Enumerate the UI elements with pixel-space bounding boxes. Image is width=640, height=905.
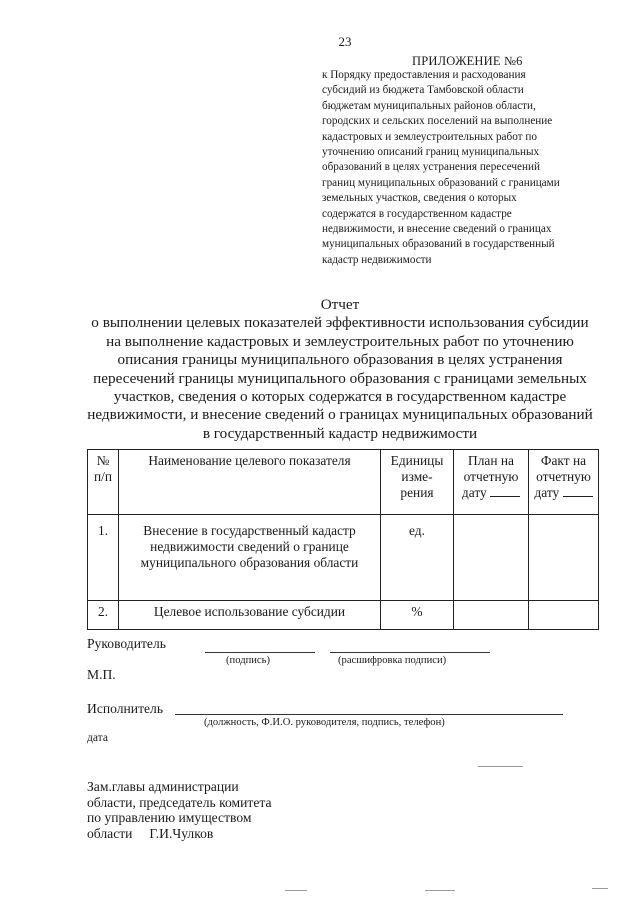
report-subtitle-line: пересечений границы муниципального образования с границами земельных (93, 369, 587, 387)
cell-num: 2. (88, 601, 119, 630)
footer-line: области, председатель комитета (87, 794, 272, 810)
scan-mark (425, 890, 455, 891)
annex-line: уточнению описаний границ муниципальных (322, 146, 540, 159)
footer-line: области Г.И.Чулков (87, 825, 214, 841)
report-subtitle-line: описания границы муниципального образования в целях устранения (117, 351, 563, 369)
table-row (88, 515, 599, 601)
report-subtitle-line: в государственный кадастр недвижимости (202, 424, 478, 442)
cell-unit: % (381, 601, 454, 630)
annex-description (322, 68, 622, 268)
targets-table (87, 449, 599, 630)
cell-fact (529, 515, 599, 601)
cell-name: Внесение в государственный кадастр недвижимости сведений о границе муниципального образования области (119, 515, 381, 601)
footer-line: Зам.главы администрации (87, 779, 239, 794)
report-subtitle-line: о выполнении целевых показателей эффективности использования субсидии (91, 314, 589, 332)
annex-line: содержатся в государственном кадастре (322, 207, 512, 220)
table-row (88, 601, 599, 630)
executor-line (175, 714, 563, 715)
footer-signatory (87, 779, 272, 841)
cell-plan (454, 601, 529, 630)
cell-fact (529, 601, 599, 630)
header-fact: Факт на отчетную дату (529, 450, 599, 515)
head-label: Руководитель (87, 636, 166, 651)
annex-line: недвижимости, и внесение сведений о границах (322, 223, 552, 236)
table-header-row (88, 450, 599, 515)
head-decode-caption: (расшифровка подписи) (338, 655, 447, 666)
report-heading (40, 296, 640, 443)
annex-line: кадастровых и землеустроительных работ по (322, 130, 537, 143)
cell-unit: ед. (381, 515, 454, 601)
header-name: Наименование целевого показателя (119, 450, 381, 515)
cell-num: 1. (88, 515, 119, 601)
page-number: 23 (338, 34, 352, 49)
annex-line: муниципальных образований в государственный (322, 238, 555, 251)
fact-date-blank (563, 485, 593, 497)
date-label: дата (87, 732, 108, 744)
executor-caption: (должность, Ф.И.О. руководителя, подпись, телефон) (204, 717, 445, 728)
annex-line: бюджетам муниципальных районов области, (322, 99, 536, 112)
annex-line: кадастр недвижимости (322, 253, 432, 266)
scan-mark (478, 766, 523, 767)
annex-line: земельных участков, сведения о которых (322, 192, 517, 205)
report-title: Отчет (320, 296, 360, 313)
report-subtitle-line: участков, сведения о которых содержатся в государственном кадастре (113, 388, 567, 406)
annex-line: субсидий из бюджета Тамбовской области (322, 84, 524, 97)
annex-title: ПРИЛОЖЕНИЕ №6 (412, 54, 523, 68)
head-sign-caption: (подпись) (226, 655, 270, 666)
header-num: № п/п (88, 450, 119, 515)
header-plan: План на отчетную дату (454, 450, 529, 515)
scan-mark (592, 888, 608, 889)
head-decode-line (330, 652, 490, 653)
executor-label: Исполнитель (87, 701, 164, 716)
report-subtitle-line: недвижимости, и внесение сведений о границах муниципальных образований (87, 406, 593, 424)
scan-mark (285, 890, 307, 891)
cell-plan (454, 515, 529, 601)
report-subtitle-line: на выполнение кадастровых и землеустроительных работ по уточнению (106, 332, 574, 350)
cell-name: Целевое использование субсидии (119, 601, 381, 630)
annex-line: образований в целях устранения пересечений (322, 161, 540, 174)
annex-line: границ муниципальных образований с границами (322, 176, 560, 189)
annex-line: городских и сельских поселений на выполнение (322, 115, 553, 128)
plan-date-blank (490, 485, 520, 497)
header-unit: Единицы изме- рения (381, 450, 454, 515)
annex-line: к Порядку предоставления и расходования (322, 69, 526, 81)
footer-line: по управлению имуществом (87, 810, 252, 826)
head-signature-line (205, 652, 315, 653)
stamp-label: М.П. (87, 667, 116, 682)
